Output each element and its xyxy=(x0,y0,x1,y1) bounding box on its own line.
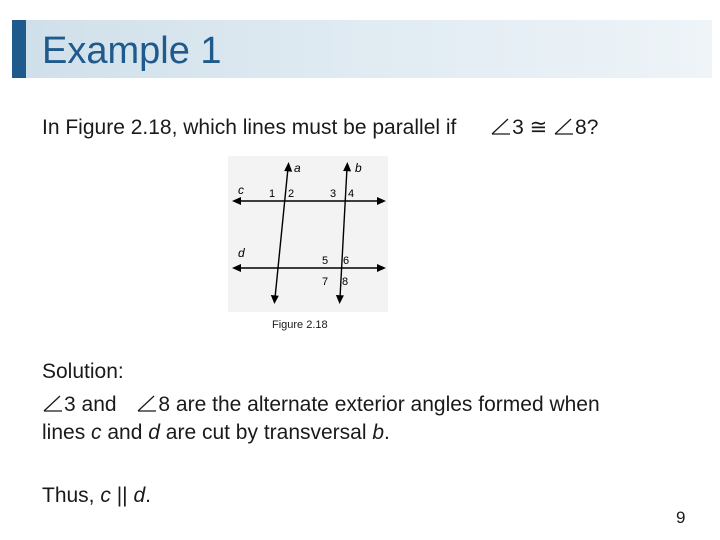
slide-title: Example 1 xyxy=(42,30,222,72)
label-line-c: c xyxy=(238,183,244,197)
conclusion-pre: Thus, xyxy=(42,484,101,507)
solution-line2-post: are cut by transversal xyxy=(159,421,373,444)
angle-icon xyxy=(136,393,158,413)
angle-label-1: 1 xyxy=(269,188,276,200)
label-line-b: b xyxy=(355,161,362,175)
title-accent-bar xyxy=(12,20,26,78)
solution-var-c: c xyxy=(91,421,102,444)
figure-background xyxy=(228,156,388,312)
angle-icon xyxy=(42,393,64,413)
parallel-lines-figure xyxy=(228,156,388,312)
question-angle-a: 3 xyxy=(512,116,524,139)
conclusion-line xyxy=(42,482,151,509)
conclusion-var-c: c xyxy=(100,484,111,507)
angle-label-5: 5 xyxy=(322,255,329,267)
congruent-symbol: ≅ xyxy=(529,116,548,139)
angle-label-8: 8 xyxy=(342,276,349,288)
solution-var-d: d xyxy=(148,421,160,444)
question-text xyxy=(42,114,598,141)
angle-icon xyxy=(553,116,575,136)
solution-angle-a: 3 and xyxy=(64,393,117,416)
angle-label-7: 7 xyxy=(322,276,329,288)
question-prefix: In Figure 2.18, which lines must be parallel if xyxy=(42,116,457,139)
figure-caption: Figure 2.18 xyxy=(272,319,328,331)
conclusion-var-d: d xyxy=(133,484,146,507)
solution-var-b: b xyxy=(372,421,385,444)
conclusion-period: . xyxy=(145,484,151,507)
label-line-d: d xyxy=(238,246,245,260)
solution-line2-pre: lines xyxy=(42,421,92,444)
solution-period: . xyxy=(384,421,390,444)
solution-angle-b: 8 are the alternate exterior angles formed when xyxy=(158,393,600,416)
label-line-a: a xyxy=(294,161,301,175)
question-angle-b: 8? xyxy=(575,116,599,139)
angle-label-2: 2 xyxy=(288,188,295,200)
angle-label-3: 3 xyxy=(330,188,337,200)
angle-label-6: 6 xyxy=(343,255,350,267)
conclusion-parallel: || xyxy=(110,484,134,507)
solution-line-2 xyxy=(42,419,390,446)
solution-line-1 xyxy=(42,391,600,418)
solution-heading: Solution: xyxy=(42,360,124,383)
angle-label-4: 4 xyxy=(348,188,355,200)
angle-icon xyxy=(490,116,512,136)
page-number: 9 xyxy=(676,508,686,527)
solution-and: and xyxy=(101,421,149,444)
